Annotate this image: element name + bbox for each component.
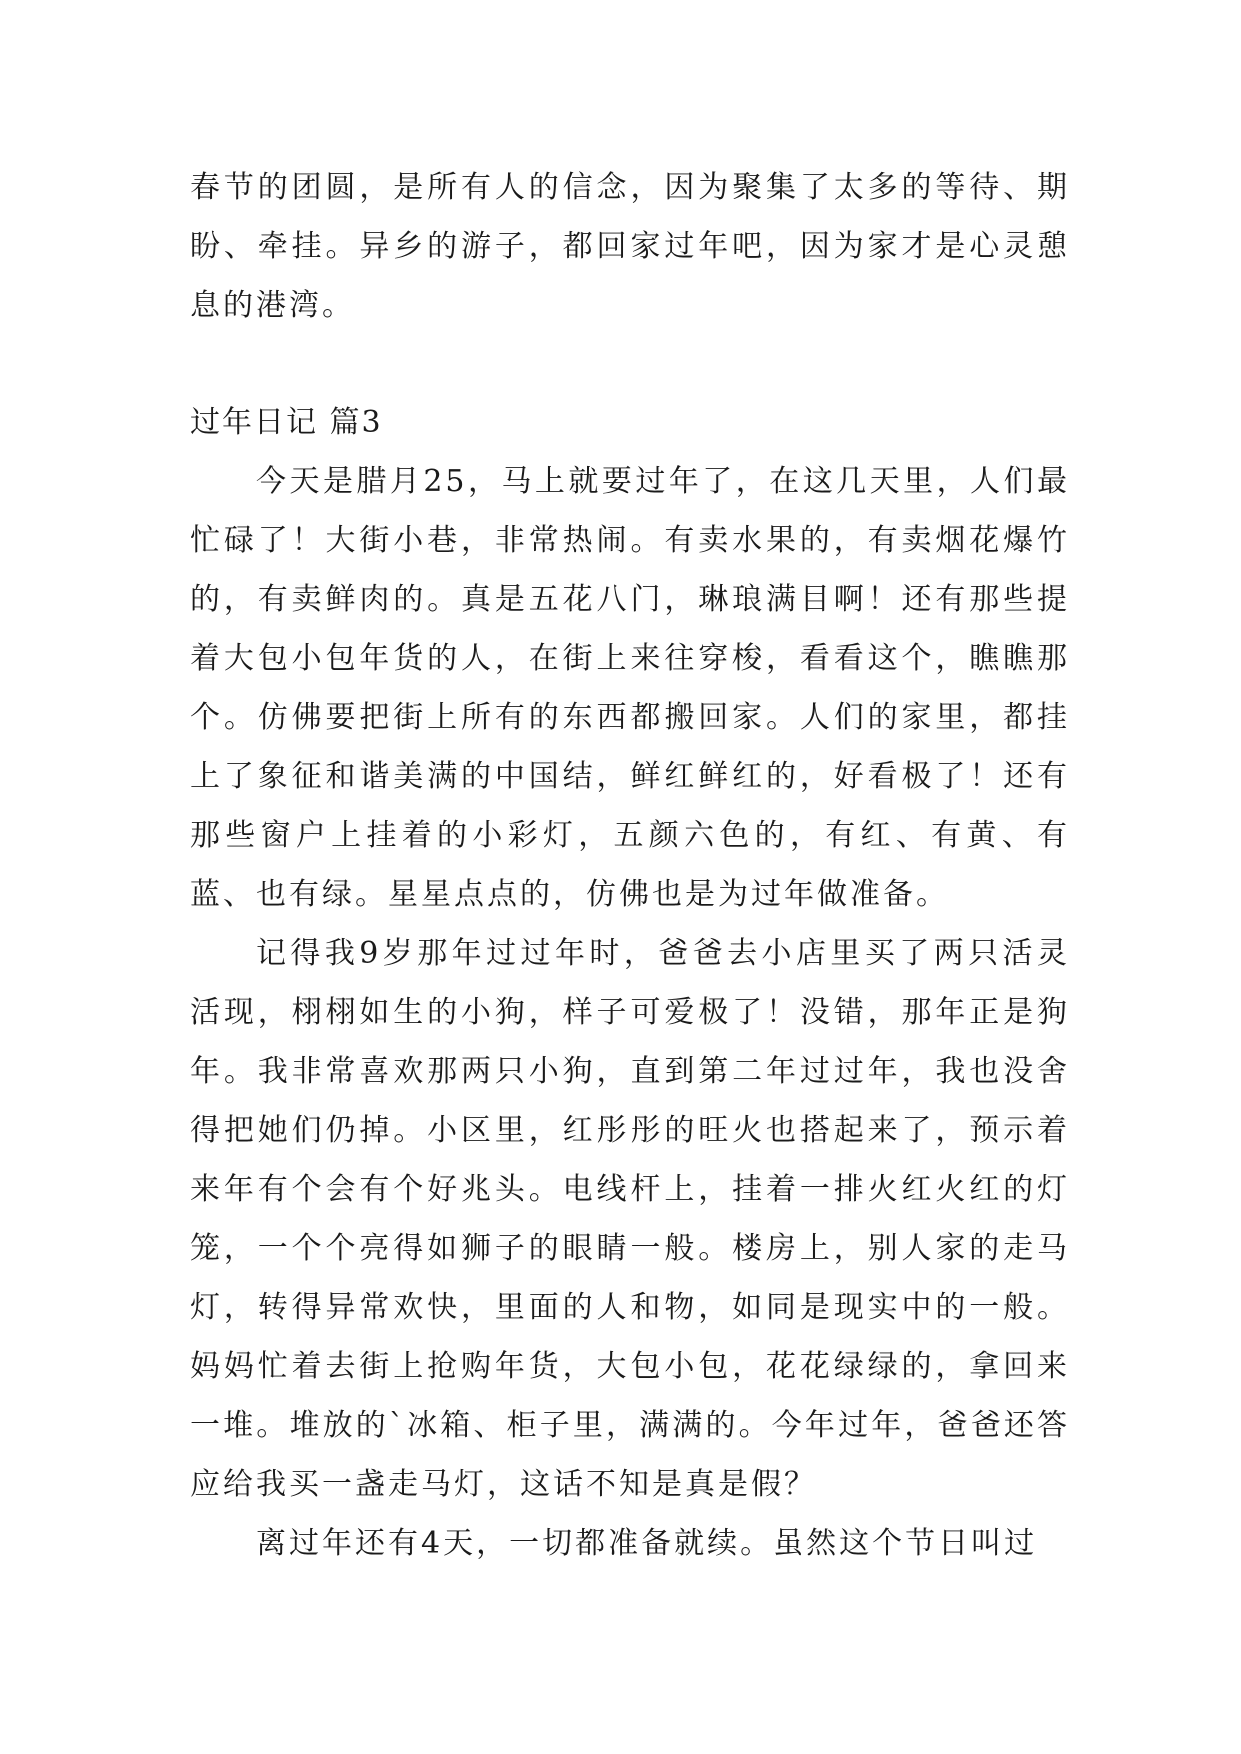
paragraph-2: 记得我9岁那年过过年时，爸爸去小店里买了两只活灵活现，栩栩如生的小狗，样子可爱极了！没错，那年正是狗年。我非常喜欢那两只小狗，直到第二年过过年，我也没舍得把她们仍掉。小区里，红彤彤的旺火也搭起来了，预示着来年有个会有个好兆头。电线杆上，挂着一排火红火红的灯笼，一个个亮得如狮子的眼睛一般。楼房上，别人家的走马灯，转得异常欢快，里面的人和物，如同是现实中的一般。妈妈忙着去街上抢购年货，大包小包，花花绿绿的，拿回来一堆。堆放的`冰箱、柜子里，满满的。今年过年，爸爸还答应给我买一盏走马灯，这话不知是真是假？ xyxy=(190,936,1070,1502)
intro-section xyxy=(190,158,1070,335)
section-heading: 过年日记 篇3 xyxy=(190,405,383,440)
paragraph-3: 离过年还有4天，一切都准备就续。虽然这个节日叫过 xyxy=(256,1526,1038,1561)
intro-paragraph: 春节的团圆，是所有人的信念，因为聚集了太多的等待、期盼、牵挂。异乡的游子，都回家过年吧，因为家才是心灵憩息的港湾。 xyxy=(190,170,1070,323)
paragraph-1: 今天是腊月25，马上就要过年了，在这几天里，人们最忙碌了！大街小巷，非常热闹。有卖水果的，有卖烟花爆竹的，有卖鲜肉的。真是五花八门，琳琅满目啊！还有那些提着大包小包年货的人，在街上来往穿梭，看看这个，瞧瞧那个。仿佛要把街上所有的东西都搬回家。人们的家里，都挂上了象征和谐美满的中国结，鲜红鲜红的，好看极了！还有那些窗户上挂着的小彩灯，五颜六色的，有红、有黄、有蓝、也有绿。星星点点的，仿佛也是为过年做准备。 xyxy=(190,464,1070,912)
diary-body xyxy=(190,452,1070,1573)
